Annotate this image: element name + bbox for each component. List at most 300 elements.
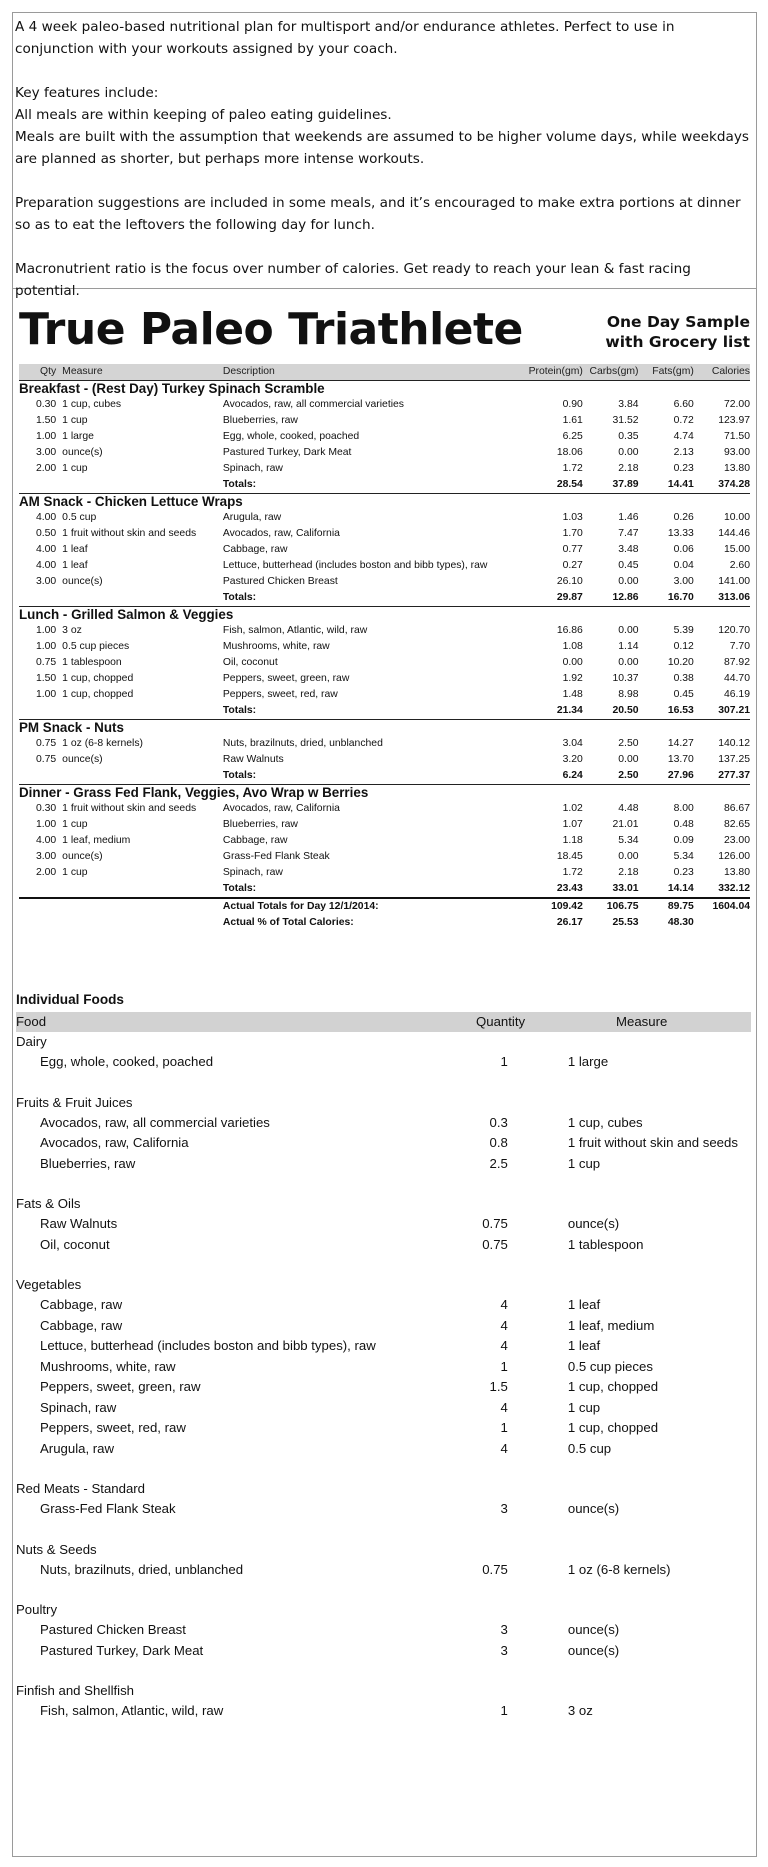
protein-cell: 0.00 <box>562 657 583 668</box>
list-item <box>16 1377 751 1398</box>
carbs-cell: 21.01 <box>612 819 639 830</box>
food-quantity: 4 <box>500 1297 508 1312</box>
food-category: Dairy <box>16 1034 47 1049</box>
protein-value: 109.42 <box>512 898 583 915</box>
fats-cell: 5.34 <box>673 851 694 862</box>
food-measure: ounce(s) <box>567 1642 620 1658</box>
header-measure: Measure <box>616 1014 668 1029</box>
food-name: Spinach, raw <box>40 1399 117 1415</box>
intro-text <box>13 13 756 299</box>
empty-cell <box>19 703 62 720</box>
qty-cell: 1.00 <box>35 689 57 700</box>
calories-cell: 71.50 <box>723 431 750 442</box>
list-item <box>16 1357 751 1378</box>
empty-cell <box>62 881 223 898</box>
fats-cell: 10.20 <box>667 657 694 668</box>
food-name: Peppers, sweet, green, raw <box>40 1379 201 1394</box>
food-quantity: 0.75 <box>482 1236 508 1252</box>
table-row <box>19 639 750 655</box>
food-name: Pastured Turkey, Dark Meat <box>40 1642 204 1658</box>
protein-cell: 1.61 <box>562 415 583 426</box>
food-quantity: 4 <box>500 1317 508 1333</box>
protein-cell: 0.27 <box>562 560 583 571</box>
protein-cell: 1.72 <box>562 463 583 474</box>
measure-cell: ounce(s) <box>62 447 103 458</box>
description-cell: Raw Walnuts <box>222 754 284 765</box>
measure-cell: ounce(s) <box>62 851 103 862</box>
description-cell: Avocados, raw, California <box>222 803 340 814</box>
calories-cell: 141.00 <box>718 576 750 587</box>
meal-name: Lunch - Grilled Salmon & Veggies <box>19 607 750 624</box>
calories-cell: 123.97 <box>718 415 750 426</box>
fats-cell: 0.26 <box>673 512 694 523</box>
fats-cell: 3.00 <box>673 576 694 587</box>
empty-cell <box>19 768 62 785</box>
protein-total: 21.34 <box>556 705 583 716</box>
qty-cell: 1.00 <box>35 641 57 652</box>
description-cell: Spinach, raw <box>222 867 283 878</box>
table-row <box>19 655 750 671</box>
description-cell: Oil, coconut <box>222 657 278 668</box>
totals-row <box>19 768 750 785</box>
protein-cell: 3.04 <box>562 738 583 749</box>
qty-cell: 1.00 <box>35 431 57 442</box>
meal-table <box>19 364 750 931</box>
food-quantity: 1.5 <box>489 1379 508 1394</box>
food-quantity: 1 <box>500 1703 508 1718</box>
header-description: Description <box>223 364 512 381</box>
food-measure: 1 leaf <box>567 1297 601 1312</box>
food-quantity: 3 <box>500 1622 508 1637</box>
protein-cell: 16.86 <box>556 625 583 636</box>
carbs-cell: 0.00 <box>618 576 639 587</box>
measure-cell: 1 leaf, medium <box>62 835 131 846</box>
measure-cell: 1 oz (6-8 kernels) <box>62 738 144 749</box>
page-title: True Paleo Triathlete <box>19 304 523 355</box>
protein-cell: 18.06 <box>556 447 583 458</box>
carbs-cell: 3.48 <box>618 544 639 555</box>
protein-cell: 1.92 <box>562 673 583 684</box>
sample-subtitle <box>605 312 750 352</box>
intro-paragraph: Meals are built with the assumption that weekends are assumed to be higher volume days, while weekdays are planned as shorter, but perhaps more intense workouts. <box>15 129 750 167</box>
totals-label: Totals: <box>222 883 257 894</box>
food-quantity: 0.3 <box>489 1114 508 1130</box>
fats-cell: 0.23 <box>673 867 694 878</box>
individual-foods-heading: Individual Foods <box>16 992 124 1007</box>
measure-cell: 1 leaf <box>62 560 88 571</box>
qty-cell: 4.00 <box>35 512 57 523</box>
empty-cell <box>19 590 62 607</box>
totals-label: Totals: <box>222 705 257 716</box>
food-name: Egg, whole, cooked, poached <box>40 1054 214 1069</box>
totals-row <box>19 477 750 494</box>
fats-cell: 4.74 <box>673 431 694 442</box>
list-item <box>16 1336 751 1357</box>
food-name: Pastured Chicken Breast <box>40 1622 186 1637</box>
sample-line-2: with Grocery list <box>605 333 750 351</box>
description-cell: Fish, salmon, Atlantic, wild, raw <box>222 625 368 636</box>
protein-cell: 1.72 <box>562 867 583 878</box>
description-cell: Cabbage, raw <box>222 544 288 555</box>
description-cell: Peppers, sweet, green, raw <box>222 673 350 684</box>
carbs-cell: 7.47 <box>618 528 639 539</box>
qty-cell: 0.75 <box>35 657 57 668</box>
measure-cell: 1 cup <box>62 415 88 426</box>
fats-total: 14.41 <box>667 479 694 490</box>
list-item <box>16 1499 751 1520</box>
food-quantity: 3 <box>500 1501 508 1516</box>
measure-cell: 1 fruit without skin and seeds <box>62 803 197 814</box>
food-quantity: 4 <box>500 1399 508 1415</box>
meal-section-header <box>19 494 750 511</box>
fats-cell: 0.23 <box>673 463 694 474</box>
food-name: Cabbage, raw <box>40 1317 123 1333</box>
measure-cell: 1 leaf <box>62 544 88 555</box>
foods-header-row <box>16 1012 751 1032</box>
food-name: Avocados, raw, all commercial varieties <box>40 1114 270 1130</box>
table-row <box>19 397 750 413</box>
totals-label: Totals: <box>222 479 257 490</box>
table-row <box>19 752 750 768</box>
calories-cell: 23.00 <box>723 835 750 846</box>
meal-section-header <box>19 720 750 737</box>
qty-cell: 3.00 <box>35 576 57 587</box>
food-quantity: 4 <box>500 1440 508 1456</box>
description-cell: Arugula, raw <box>222 512 282 523</box>
fats-cell: 0.45 <box>673 689 694 700</box>
carbs-cell: 0.00 <box>618 625 639 636</box>
fats-total: 16.70 <box>667 592 694 603</box>
qty-cell: 1.00 <box>35 625 57 636</box>
header-calories: Calories <box>694 364 750 381</box>
intro-paragraph: A 4 week paleo-based nutritional plan for multisport and/or endurance athletes. Perfect to use in conjunction with your workouts assigned by your coach. <box>15 19 675 57</box>
carbs-cell: 1.46 <box>618 512 639 523</box>
calories-cell: 10.00 <box>723 512 750 523</box>
table-header-row <box>19 364 750 381</box>
table-row <box>19 671 750 687</box>
calories-cell: 140.12 <box>718 738 750 749</box>
food-quantity: 0.75 <box>482 1216 508 1231</box>
carbs-cell: 2.18 <box>618 867 639 878</box>
table-row <box>19 526 750 542</box>
food-measure: 1 cup, chopped <box>567 1420 659 1435</box>
food-measure: ounce(s) <box>567 1622 620 1637</box>
list-item <box>16 1214 751 1235</box>
fats-value: 89.75 <box>639 898 694 915</box>
carbs-cell: 0.45 <box>618 560 639 571</box>
qty-cell: 1.00 <box>35 819 57 830</box>
totals-row <box>19 703 750 720</box>
fats-total: 27.96 <box>667 770 694 781</box>
protein-cell: 0.90 <box>562 399 583 410</box>
calories-cell: 126.00 <box>718 851 750 862</box>
protein-cell: 6.25 <box>562 431 583 442</box>
table-row <box>19 849 750 865</box>
list-item <box>16 1154 751 1175</box>
calories-value <box>694 915 750 931</box>
food-measure: 1 leaf, medium <box>567 1317 655 1333</box>
protein-cell: 26.10 <box>556 576 583 587</box>
list-item <box>16 1641 751 1662</box>
protein-cell: 18.45 <box>556 851 583 862</box>
calories-cell: 46.19 <box>723 689 750 700</box>
meal-name: Breakfast - (Rest Day) Turkey Spinach Scramble <box>19 381 750 398</box>
fats-cell: 0.06 <box>673 544 694 555</box>
carbs-total: 12.86 <box>612 592 639 603</box>
list-item <box>16 1701 751 1722</box>
food-measure: 0.5 cup pieces <box>567 1358 653 1374</box>
day-percent-row <box>19 915 750 931</box>
food-quantity: 3 <box>500 1642 508 1658</box>
individual-foods <box>16 990 751 1722</box>
description-cell: Pastured Chicken Breast <box>222 576 338 587</box>
calories-cell: 44.70 <box>723 673 750 684</box>
fats-total: 14.14 <box>667 883 694 894</box>
qty-cell: 2.00 <box>35 867 57 878</box>
meal-section-header <box>19 785 750 802</box>
food-name: Cabbage, raw <box>40 1297 123 1312</box>
description-cell: Avocados, raw, California <box>222 528 340 539</box>
calories-cell: 13.80 <box>723 463 750 474</box>
food-category: Nuts & Seeds <box>16 1541 97 1557</box>
list-item <box>16 1113 751 1134</box>
fats-cell: 0.09 <box>673 835 694 846</box>
table-row <box>19 542 750 558</box>
protein-cell: 1.08 <box>562 641 583 652</box>
carbs-cell: 10.37 <box>612 673 639 684</box>
carbs-total: 2.50 <box>618 770 639 781</box>
empty-cell <box>62 590 223 607</box>
measure-cell: 1 cup <box>62 463 88 474</box>
fats-cell: 8.00 <box>673 803 694 814</box>
fats-cell: 13.70 <box>667 754 694 765</box>
carbs-value: 25.53 <box>612 917 639 928</box>
food-name: Oil, coconut <box>40 1236 110 1252</box>
calories-cell: 86.67 <box>723 803 750 814</box>
fats-cell: 2.13 <box>673 447 694 458</box>
meal-section-header <box>19 381 750 398</box>
calories-cell: 82.65 <box>723 819 750 830</box>
table-row <box>19 833 750 849</box>
list-item <box>16 1295 751 1316</box>
qty-cell: 3.00 <box>35 447 57 458</box>
food-measure: 1 leaf <box>567 1338 601 1353</box>
food-measure: 1 cup, chopped <box>567 1379 659 1394</box>
fats-cell: 14.27 <box>667 738 694 749</box>
food-quantity: 1 <box>500 1054 508 1069</box>
calories-cell: 13.80 <box>723 867 750 878</box>
calories-total: 332.12 <box>718 883 750 894</box>
qty-cell: 0.30 <box>35 803 57 814</box>
carbs-cell: 31.52 <box>612 415 639 426</box>
food-quantity: 1 <box>500 1420 508 1435</box>
header-quantity: Quantity <box>476 1014 526 1029</box>
carbs-cell: 0.00 <box>618 447 639 458</box>
measure-cell: 0.5 cup <box>62 512 97 523</box>
protein-cell: 0.77 <box>562 544 583 555</box>
food-quantity: 2.5 <box>489 1155 508 1171</box>
fats-value: 48.30 <box>667 917 694 928</box>
measure-cell: 1 cup <box>62 867 88 878</box>
empty-cell <box>19 898 62 915</box>
food-measure: ounce(s) <box>567 1216 620 1231</box>
food-quantity: 0.8 <box>489 1135 508 1150</box>
carbs-value: 106.75 <box>583 898 639 915</box>
protein-cell: 1.02 <box>562 803 583 814</box>
list-item <box>16 1418 751 1439</box>
fats-cell: 6.60 <box>673 399 694 410</box>
food-name: Raw Walnuts <box>40 1216 118 1231</box>
food-category: Finfish and Shellfish <box>16 1683 135 1698</box>
carbs-cell: 1.14 <box>618 641 639 652</box>
protein-cell: 1.03 <box>562 512 583 523</box>
list-item <box>16 1439 751 1460</box>
food-name: Arugula, raw <box>40 1440 115 1456</box>
empty-cell <box>62 703 223 720</box>
label-value: Actual Totals for Day 12/1/2014: <box>223 898 512 915</box>
table-row <box>19 865 750 881</box>
header-carbs: Carbs(gm) <box>583 364 639 381</box>
intro-paragraph: Macronutrient ratio is the focus over number of calories. Get ready to reach your lean & fast racing potential. <box>15 261 691 299</box>
protein-total: 28.54 <box>556 479 583 490</box>
description-cell: Avocados, raw, all commercial varieties <box>222 399 404 410</box>
fats-cell: 13.33 <box>667 528 694 539</box>
food-list <box>16 1032 751 1722</box>
intro-paragraph: Key features include: <box>15 85 159 101</box>
measure-cell: 1 large <box>62 431 94 442</box>
qty-cell: 0.50 <box>35 528 57 539</box>
totals-row <box>19 881 750 898</box>
empty-cell <box>62 768 223 785</box>
header-food: Food <box>16 1014 47 1029</box>
food-name: Avocados, raw, California <box>40 1135 189 1150</box>
carbs-cell: 3.84 <box>618 399 639 410</box>
meal-name: Dinner - Grass Fed Flank, Veggies, Avo Wrap w Berries <box>19 785 750 802</box>
calories-cell: 7.70 <box>729 641 750 652</box>
protein-value: 26.17 <box>556 917 583 928</box>
table-row <box>19 687 750 703</box>
carbs-total: 33.01 <box>612 883 639 894</box>
food-measure: 3 oz <box>567 1703 593 1718</box>
carbs-cell: 5.34 <box>618 835 639 846</box>
food-measure: 0.5 cup <box>567 1440 612 1456</box>
empty-cell <box>19 477 62 494</box>
table-row <box>19 510 750 526</box>
food-name: Nuts, brazilnuts, dried, unblanched <box>40 1561 244 1577</box>
food-name: Blueberries, raw <box>40 1155 136 1171</box>
empty-cell <box>62 898 223 915</box>
table-row <box>19 461 750 477</box>
food-quantity: 1 <box>500 1358 508 1374</box>
fats-cell: 0.72 <box>673 415 694 426</box>
food-measure: 1 fruit without skin and seeds <box>567 1135 738 1150</box>
food-category: Poultry <box>16 1602 58 1617</box>
description-cell: Nuts, brazilnuts, dried, unblanched <box>222 738 383 749</box>
list-item <box>16 1052 751 1073</box>
fats-cell: 5.39 <box>673 625 694 636</box>
protein-cell: 3.20 <box>562 754 583 765</box>
table-row <box>19 736 750 752</box>
food-category: Fats & Oils <box>16 1196 81 1211</box>
totals-label: Totals: <box>222 770 257 781</box>
protein-total: 29.87 <box>556 592 583 603</box>
empty-cell <box>62 477 223 494</box>
meal-name: PM Snack - Nuts <box>19 720 750 737</box>
calories-total: 374.28 <box>718 479 750 490</box>
measure-cell: 1 cup <box>62 819 88 830</box>
description-cell: Mushrooms, white, raw <box>222 641 330 652</box>
measure-cell: 0.5 cup pieces <box>62 641 130 652</box>
calories-total: 307.21 <box>718 705 750 716</box>
carbs-cell: 2.18 <box>618 463 639 474</box>
empty-cell <box>62 915 223 931</box>
description-cell: Blueberries, raw <box>222 415 298 426</box>
food-measure: 1 cup <box>567 1155 601 1171</box>
measure-cell: 1 cup, chopped <box>62 673 134 684</box>
measure-cell: 1 cup, cubes <box>62 399 122 410</box>
calories-cell: 137.25 <box>718 754 750 765</box>
fats-cell: 0.38 <box>673 673 694 684</box>
qty-cell: 4.00 <box>35 544 57 555</box>
list-item <box>16 1398 751 1419</box>
table-row <box>19 817 750 833</box>
food-name: Peppers, sweet, red, raw <box>40 1420 186 1435</box>
food-quantity: 0.75 <box>482 1561 508 1577</box>
table-row <box>19 413 750 429</box>
description-cell: Cabbage, raw <box>222 835 288 846</box>
totals-row <box>19 590 750 607</box>
header-measure: Measure <box>62 364 223 381</box>
header-fats: Fats(gm) <box>639 364 694 381</box>
meal-section-header <box>19 607 750 624</box>
qty-cell: 3.00 <box>35 851 57 862</box>
qty-cell: 1.50 <box>35 673 57 684</box>
description-cell: Blueberries, raw <box>222 819 298 830</box>
qty-cell: 2.00 <box>35 463 57 474</box>
carbs-cell: 2.50 <box>618 738 639 749</box>
description-cell: Pastured Turkey, Dark Meat <box>222 447 352 458</box>
label-value: Actual % of Total Calories: <box>222 917 354 928</box>
header-protein: Protein(gm) <box>512 364 583 381</box>
fats-cell: 0.12 <box>673 641 694 652</box>
qty-cell: 4.00 <box>35 560 57 571</box>
empty-cell <box>19 915 62 931</box>
qty-cell: 4.00 <box>35 835 57 846</box>
food-measure: 1 large <box>567 1054 609 1069</box>
fats-cell: 0.48 <box>673 819 694 830</box>
protein-cell: 1.70 <box>562 528 583 539</box>
food-name: Fish, salmon, Atlantic, wild, raw <box>40 1703 224 1718</box>
food-quantity: 4 <box>500 1338 508 1353</box>
food-category: Fruits & Fruit Juices <box>16 1094 133 1110</box>
calories-total: 277.37 <box>718 770 750 781</box>
description-cell: Grass-Fed Flank Steak <box>222 851 330 862</box>
calories-cell: 2.60 <box>729 560 750 571</box>
carbs-cell: 8.98 <box>618 689 639 700</box>
measure-cell: ounce(s) <box>62 754 103 765</box>
qty-cell: 0.30 <box>35 399 57 410</box>
carbs-cell: 0.00 <box>618 754 639 765</box>
protein-total: 23.43 <box>556 883 583 894</box>
food-name: Lettuce, butterhead (includes boston and bibb types), raw <box>40 1338 376 1353</box>
food-measure: 1 cup, cubes <box>567 1114 643 1130</box>
meal-name: AM Snack - Chicken Lettuce Wraps <box>19 494 750 511</box>
protein-cell: 1.18 <box>562 835 583 846</box>
carbs-cell: 0.00 <box>618 851 639 862</box>
carbs-cell: 4.48 <box>618 803 639 814</box>
food-category: Vegetables <box>16 1277 82 1292</box>
fats-cell: 0.04 <box>673 560 694 571</box>
